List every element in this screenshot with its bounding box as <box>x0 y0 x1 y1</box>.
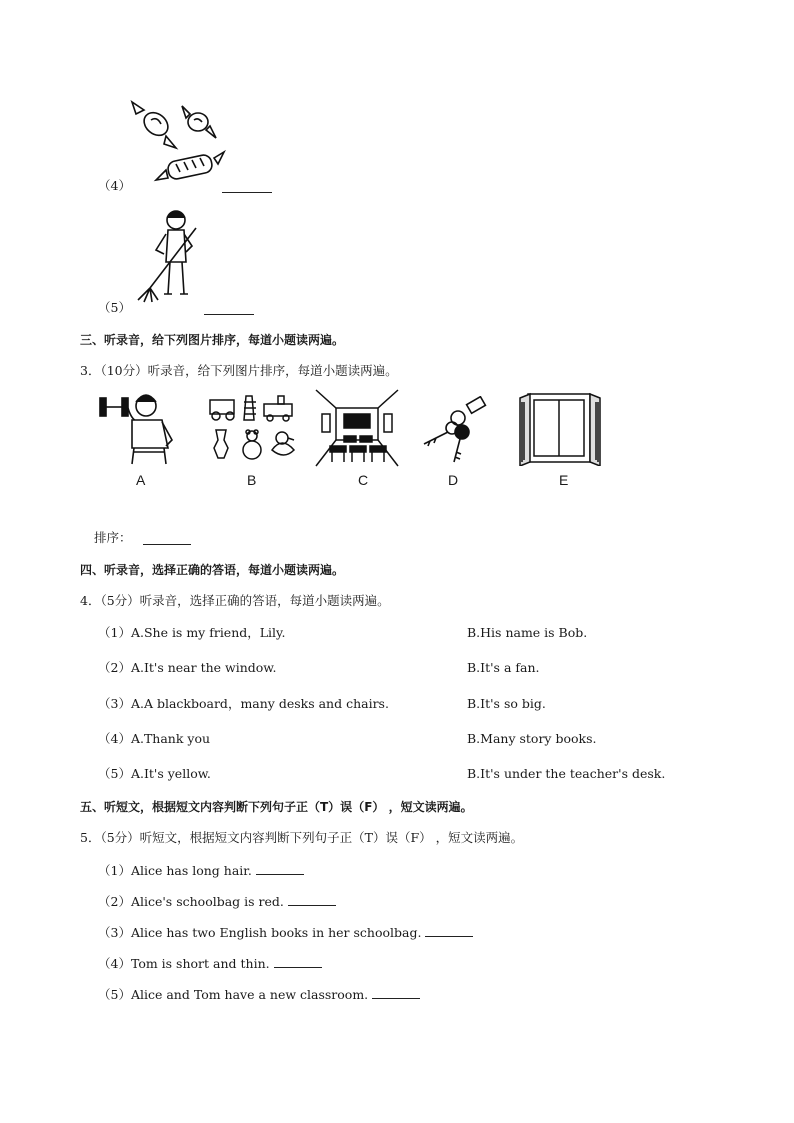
statement-4 <box>98 955 322 972</box>
option-row-1-a[interactable]: （1）A.She is my friend，Lily. <box>98 625 286 640</box>
option-row-1-b[interactable]: B.His name is Bob. <box>467 625 588 640</box>
statement-3 <box>98 924 473 941</box>
section-3-header: 三、听录音，给下列图片排序，每道小题读两遍。 <box>80 333 345 347</box>
item-4-number: （4） <box>98 178 131 193</box>
statement-2 <box>98 893 336 910</box>
picture-c-classroom <box>314 388 400 468</box>
picture-label-a: A <box>136 472 146 488</box>
order-answer-blank[interactable] <box>143 532 191 545</box>
statement-5-blank[interactable] <box>372 986 420 999</box>
option-row-2-b[interactable]: B.It's a fan. <box>467 660 540 675</box>
question-5-prompt: 5．（5分）听短文，根据短文内容判断下列句子正（T）误（F） ，短文读两遍。 <box>80 830 524 845</box>
statement-4-text: （4）Tom is short and thin. <box>98 956 270 971</box>
statement-1 <box>98 862 304 879</box>
picture-e-window <box>518 390 602 466</box>
statement-1-text: （1）Alice has long hair. <box>98 863 252 878</box>
item-5-answer-blank[interactable] <box>204 302 254 315</box>
section-4-header: 四、听录音，选择正确的答语，每道小题读两遍。 <box>80 563 345 577</box>
option-row-4-a[interactable]: （4）A.Thank you <box>98 731 211 746</box>
picture-label-e: E <box>559 472 569 488</box>
item-5-number: （5） <box>98 300 131 315</box>
statement-5 <box>98 986 420 1003</box>
picture-label-c: C <box>358 472 369 488</box>
statement-3-text: （3）Alice has two English books in her schoolbag. <box>98 925 422 940</box>
picture-d-keys <box>418 396 490 464</box>
option-row-3-b[interactable]: B.It's so big. <box>467 696 546 711</box>
option-row-2-a[interactable]: （2）A.It's near the window. <box>98 660 277 675</box>
statement-3-blank[interactable] <box>425 924 473 937</box>
picture-label-b: B <box>247 472 257 488</box>
picture-a-boy-dumbbell <box>98 390 178 466</box>
picture-b-toys <box>206 392 298 466</box>
statement-4-blank[interactable] <box>274 955 322 968</box>
candies-picture <box>126 98 226 190</box>
question-4-prompt: 4．（5分）听录音，选择正确的答语，每道小题读两遍。 <box>80 593 390 608</box>
statement-2-blank[interactable] <box>288 893 336 906</box>
boy-sweeping-picture <box>130 206 202 306</box>
option-row-5-b[interactable]: B.It's under the teacher's desk. <box>467 766 666 781</box>
picture-label-d: D <box>448 472 459 488</box>
statement-2-text: （2）Alice's schoolbag is red. <box>98 894 284 909</box>
option-row-5-a[interactable]: （5）A.It's yellow. <box>98 766 211 781</box>
statement-1-blank[interactable] <box>256 862 304 875</box>
statement-5-text: （5）Alice and Tom have a new classroom. <box>98 987 369 1002</box>
question-3-prompt: 3．（10分）听录音，给下列图片排序，每道小题读两遍。 <box>80 363 398 378</box>
item-4-answer-blank[interactable] <box>222 180 272 193</box>
section-5-header: 五、听短文，根据短文内容判断下列句子正（T）误（F） ，短文读两遍。 <box>80 800 473 814</box>
option-row-3-a[interactable]: （3）A.A blackboard，many desks and chairs. <box>98 696 389 711</box>
order-label: 排序： <box>94 530 132 545</box>
option-row-4-b[interactable]: B.Many story books. <box>467 731 597 746</box>
